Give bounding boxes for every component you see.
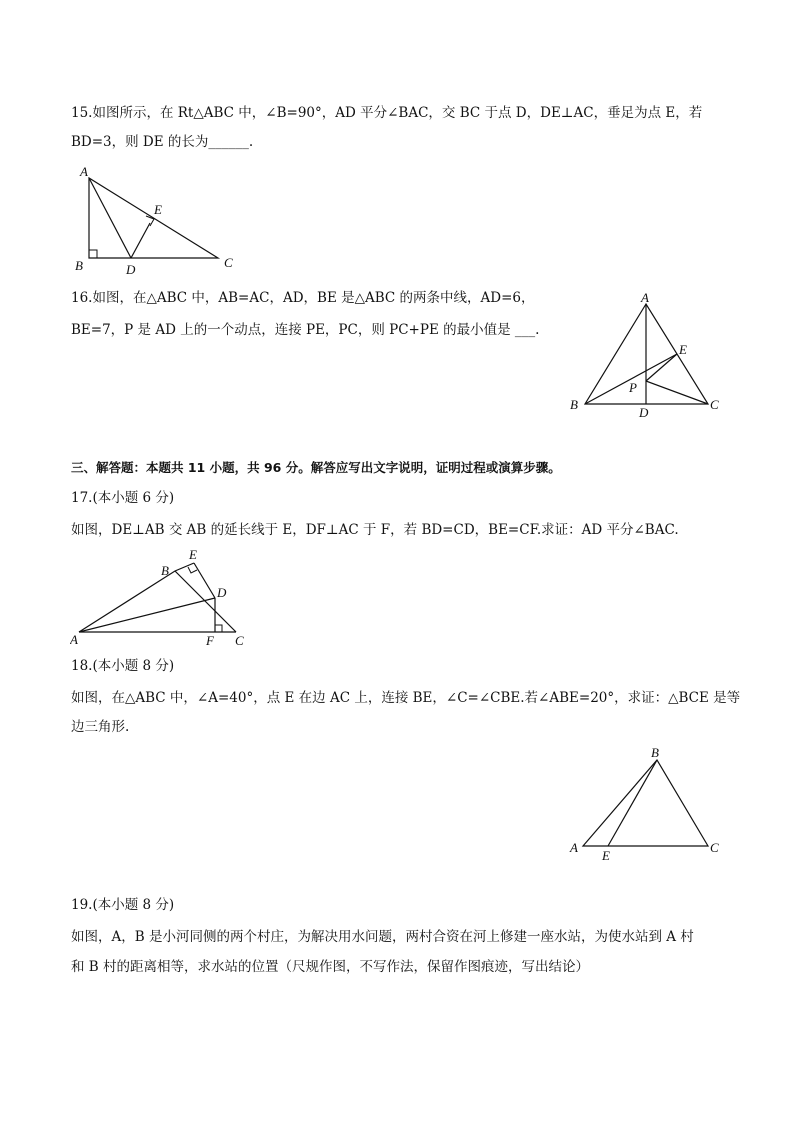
q16-label-a: A [641, 290, 649, 305]
q19-text-line1: 如图，A，B 是小河同侧的两个村庄，为解决用水问题，两村合资在河上修建一座水站，为使水站到 A 村 [71, 929, 694, 945]
q15-label-d: D [126, 262, 136, 277]
q17-segment-bc [175, 571, 236, 632]
q17-right-angle-f [215, 625, 222, 632]
q16-text-line2: BE=7，P 是 AD 上的一个动点，连接 PE，PC，则 PC+PE 的最小值是 ___. [71, 322, 540, 338]
q18-title: 18.(本小题 8 分) [71, 658, 175, 674]
q18-text-line1: 如图，在△ABC 中，∠A=40°，点 E 在边 AC 上，连接 BE，∠C=∠CBE.若∠ABE=20°，求证：△BCE 是等 [71, 690, 741, 706]
q18-text-line2: 边三角形. [71, 719, 130, 735]
q16-segment-be [585, 354, 677, 404]
q18-label-e: E [602, 848, 610, 863]
q16-text-line1: 16.如图，在△ABC 中，AB=AC，AD，BE 是△ABC 的两条中线，AD=6， [71, 290, 535, 306]
q18-label-b: B [651, 745, 659, 760]
q17-title: 17.(本小题 6 分) [71, 490, 175, 506]
q16-label-c: C [710, 397, 719, 412]
q17-label-d: D [217, 585, 227, 600]
q17-label-b: B [161, 563, 169, 578]
q16-figure [565, 290, 735, 425]
q16-label-p: P [629, 380, 637, 395]
q17-label-a: A [70, 632, 78, 647]
q16-label-b: B [570, 397, 578, 412]
q19-text-line2: 和 B 村的距离相等，求水站的位置（尺规作图，不写作法，保留作图痕迹，写出结论） [71, 959, 590, 975]
q15-text-line1: 15.如图所示，在 Rt△ABC 中，∠B=90°，AD 平分∠BAC，交 BC 于点 D，DE⊥AC，垂足为点 E，若 [71, 105, 703, 121]
q15-triangle-abc [89, 178, 218, 258]
q18-triangle-abc [583, 760, 708, 846]
q16-segment-pe [646, 354, 677, 381]
q17-label-f: F [206, 633, 214, 648]
q16-label-d: D [639, 405, 649, 420]
q18-label-c: C [710, 840, 719, 855]
q16-label-e: E [679, 342, 687, 357]
q17-figure [70, 545, 260, 650]
q15-segment-de [131, 223, 150, 258]
q15-right-angle-b [89, 250, 97, 258]
q15-label-a: A [80, 164, 88, 179]
q17-segment-ad [79, 598, 215, 632]
q15-figure [70, 160, 250, 280]
q16-segment-pc [646, 381, 708, 404]
q15-label-e: E [154, 202, 162, 217]
q17-label-e: E [189, 547, 197, 562]
section3-heading: 三、解答题：本题共 11 小题，共 96 分。解答应写出文字说明，证明过程或演算步骤。 [71, 460, 561, 475]
q15-label-c: C [224, 255, 233, 270]
q18-label-a: A [570, 840, 578, 855]
q15-text-line2: BD=3，则 DE 的长为______. [71, 134, 254, 150]
q17-label-c: C [235, 633, 244, 648]
q17-text-line1: 如图，DE⊥AB 交 AB 的延长线于 E，DF⊥AC 于 F，若 BD=CD，BE=CF.求证：AD 平分∠BAC. [71, 522, 679, 538]
q15-segment-ad [89, 178, 131, 258]
q19-title: 19.(本小题 8 分) [71, 897, 175, 913]
q15-label-b: B [75, 258, 83, 273]
q17-right-angle-e [188, 567, 197, 573]
q18-segment-be [608, 760, 657, 846]
q18-figure [565, 740, 735, 870]
